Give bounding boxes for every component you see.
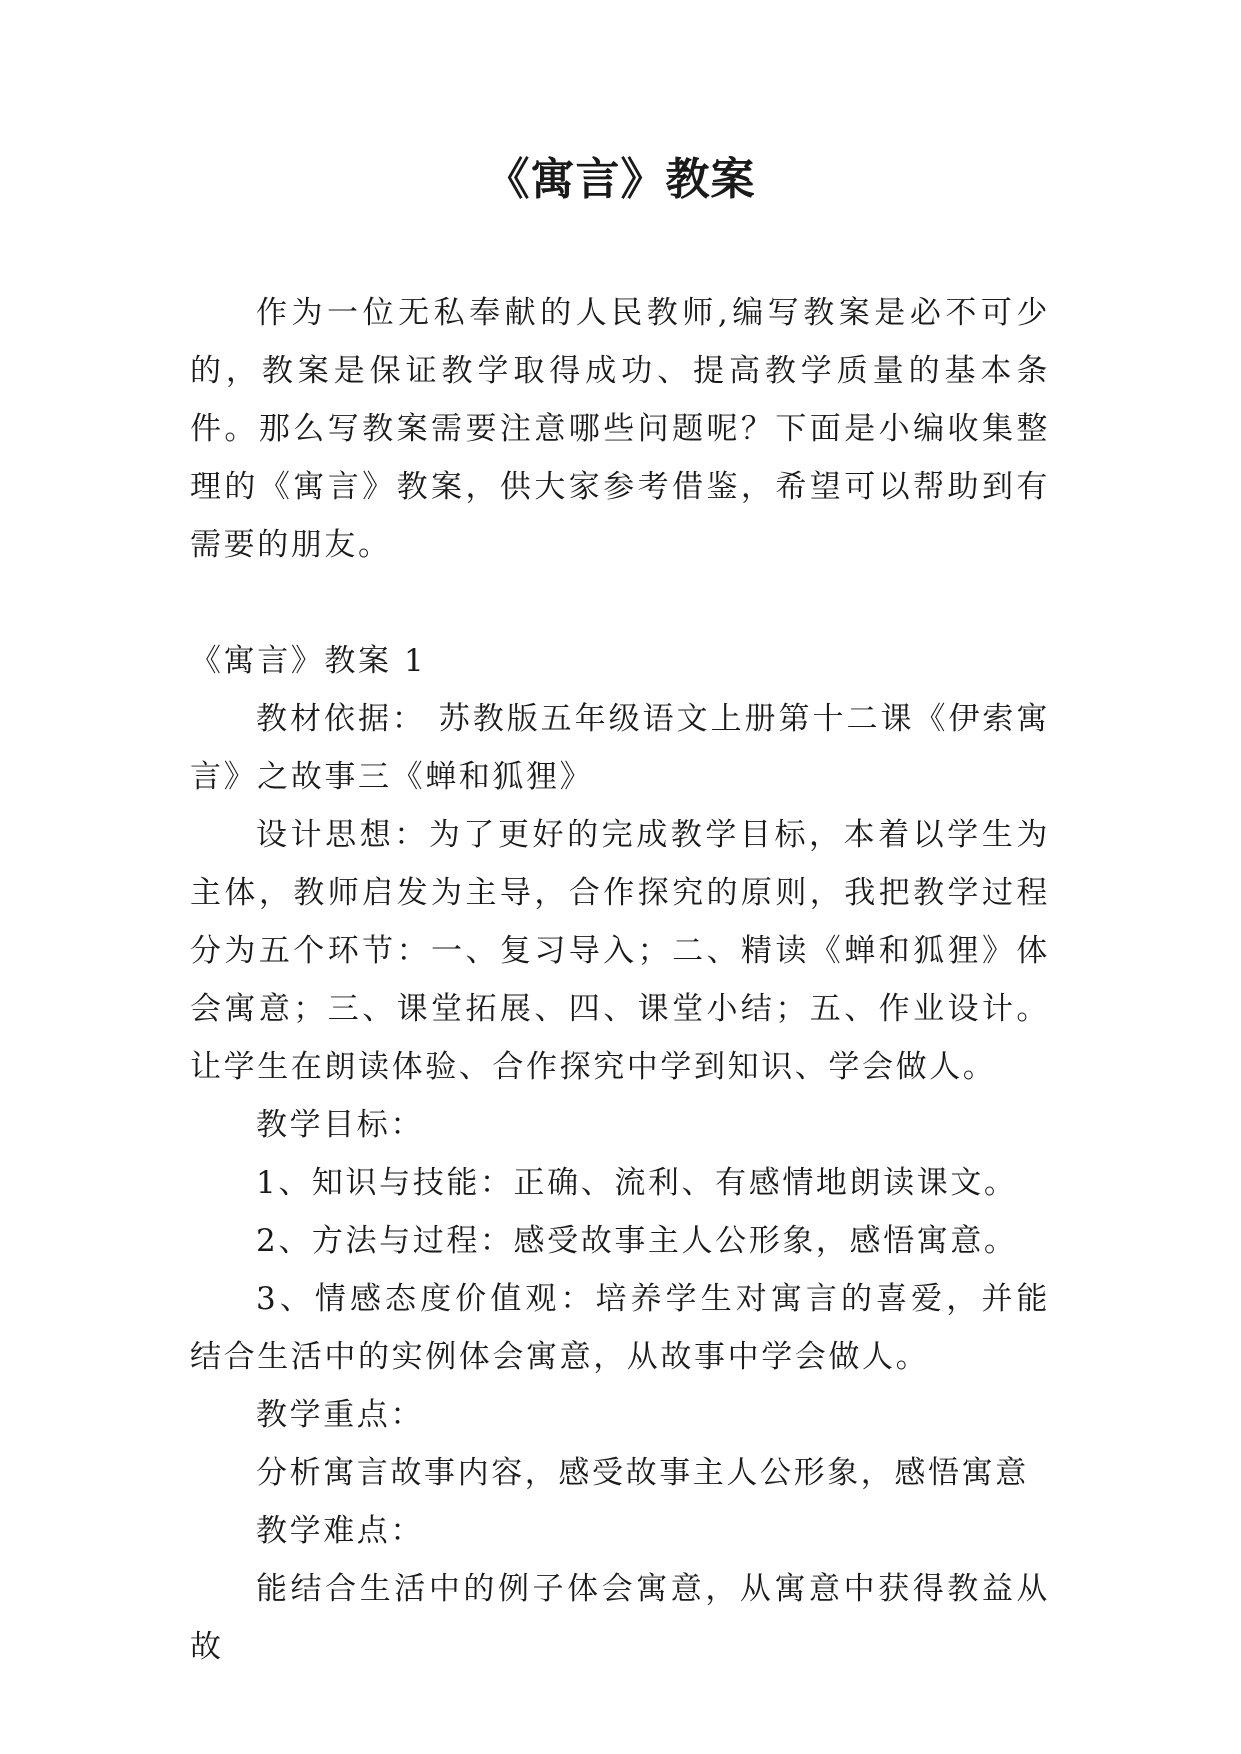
goal-item-2: 2、方法与过程：感受故事主人公形象，感悟寓意。: [256, 1223, 1018, 1259]
goal-item-3: 3、情感态度价值观：培养学生对寓言的喜爱，并能结合生活中的实例体会寓意，从故事中学会做人。: [190, 1281, 1050, 1375]
key-points-label: 教学重点：: [256, 1397, 424, 1433]
document-body: [190, 284, 1050, 1676]
textbook-basis: 教材依据： 苏教版五年级语文上册第十二课《伊索寓言》之故事三《蝉和狐狸》: [190, 701, 1050, 795]
difficulties-text: 能结合生活中的例子体会寓意，从寓意中获得教益从故: [190, 1571, 1050, 1665]
document-title: 《寓言》教案: [485, 154, 756, 205]
goal-item-1: 1、知识与技能：正确、流利、有感情地朗读课文。: [256, 1165, 1018, 1201]
difficulties-label: 教学难点：: [256, 1513, 424, 1549]
key-points-text: 分析寓言故事内容，感受故事主人公形象，感悟寓意: [256, 1455, 1029, 1491]
section-heading: 《寓言》教案 1: [190, 643, 427, 679]
intro-paragraph: 作为一位无私奉献的人民教师,编写教案是必不可少的，教案是保证教学取得成功、提高教学质量的基本条件。那么写教案需要注意哪些问题呢？下面是小编收集整理的《寓言》教案，供大家参考借鉴，希望可以帮助到有需要的朋友。: [190, 295, 1050, 563]
design-idea: 设计思想：为了更好的完成教学目标，本着以学生为主体，教师启发为主导，合作探究的原则，我把教学过程分为五个环节：一、复习导入；二、精读《蝉和狐狸》体会寓意；三、课堂拓展、四、课堂小结；五、作业设计。让学生在朗读体验、合作探究中学到知识、学会做人。: [190, 817, 1050, 1085]
teaching-goals-label: 教学目标：: [256, 1107, 424, 1143]
